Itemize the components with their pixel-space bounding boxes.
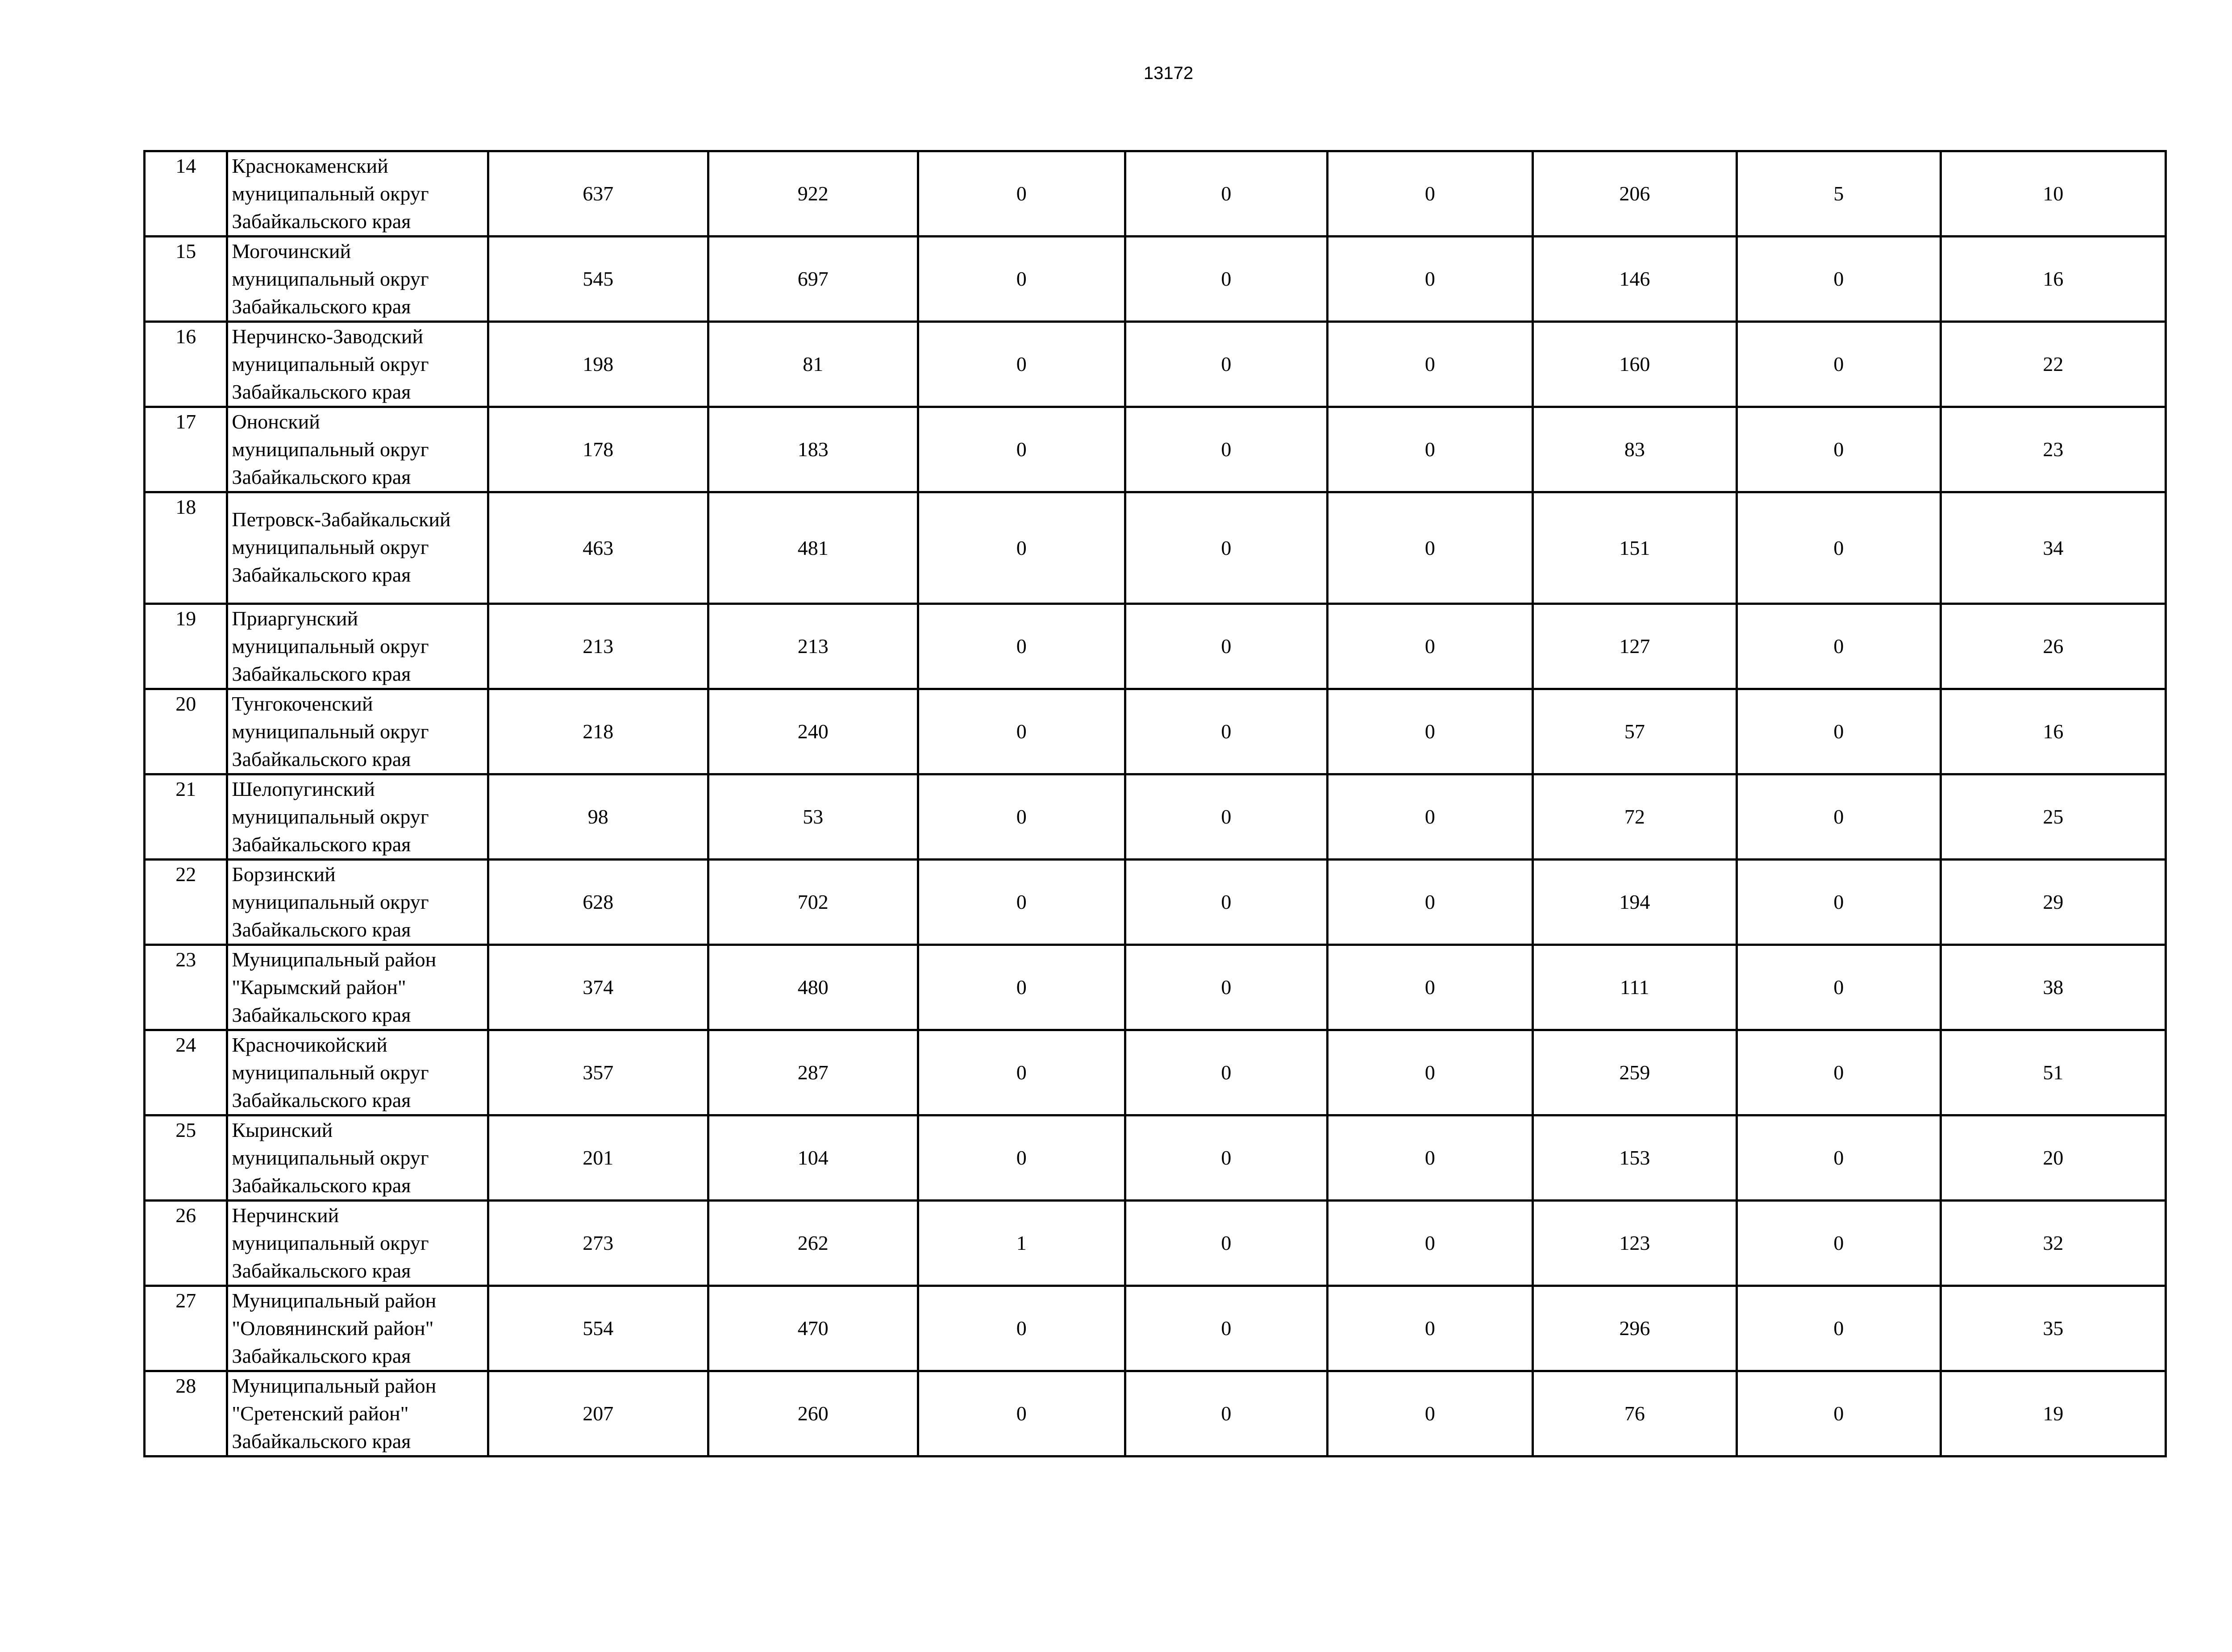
value-cell: 98: [488, 774, 708, 860]
municipality-name: [227, 945, 488, 1030]
value-cell: 628: [488, 860, 708, 945]
value-cell: 273: [488, 1201, 708, 1286]
value-cell: 0: [918, 1371, 1125, 1456]
value-cell: 218: [488, 689, 708, 774]
municipality-name: [227, 1371, 488, 1456]
row-number: 16: [145, 322, 227, 407]
row-number: 15: [145, 237, 227, 322]
value-cell: 0: [1736, 860, 1941, 945]
row-number: 14: [145, 151, 227, 237]
value-cell: 0: [1125, 407, 1327, 492]
value-cell: 0: [918, 237, 1125, 322]
municipality-name-line: Тунгокоченский: [232, 692, 373, 715]
value-cell: 32: [1941, 1201, 2165, 1286]
value-cell: 0: [1125, 151, 1327, 237]
value-cell: 0: [1125, 322, 1327, 407]
value-cell: 1: [918, 1201, 1125, 1286]
municipality-name-line: Забайкальского края: [232, 380, 411, 403]
value-cell: 0: [1736, 407, 1941, 492]
municipality-name-line: муниципальный округ: [232, 1061, 429, 1084]
municipality-name-line: муниципальный округ: [232, 890, 429, 913]
value-cell: 0: [1736, 1371, 1941, 1456]
value-cell: 213: [488, 604, 708, 689]
value-cell: 151: [1532, 492, 1736, 604]
municipality-name-line: муниципальный округ: [232, 438, 429, 461]
row-number: 19: [145, 604, 227, 689]
value-cell: 287: [708, 1030, 918, 1115]
table-row: [145, 774, 2166, 860]
row-number: 27: [145, 1286, 227, 1371]
row-number: 22: [145, 860, 227, 945]
value-cell: 111: [1532, 945, 1736, 1030]
value-cell: 51: [1941, 1030, 2165, 1115]
value-cell: 25: [1941, 774, 2165, 860]
municipality-name: [227, 1201, 488, 1286]
value-cell: 201: [488, 1115, 708, 1201]
value-cell: 160: [1532, 322, 1736, 407]
value-cell: 26: [1941, 604, 2165, 689]
row-number: 23: [145, 945, 227, 1030]
municipality-name: [227, 237, 488, 322]
municipality-name: [227, 1030, 488, 1115]
value-cell: 0: [1736, 1201, 1941, 1286]
table-row: [145, 407, 2166, 492]
value-cell: 262: [708, 1201, 918, 1286]
municipality-name-line: Забайкальского края: [232, 918, 411, 941]
value-cell: 16: [1941, 237, 2165, 322]
value-cell: 0: [1736, 774, 1941, 860]
municipality-name-line: Нерчинский: [232, 1204, 339, 1227]
value-cell: 206: [1532, 151, 1736, 237]
value-cell: 0: [1736, 1286, 1941, 1371]
value-cell: 38: [1941, 945, 2165, 1030]
value-cell: 183: [708, 407, 918, 492]
value-cell: 35: [1941, 1286, 2165, 1371]
table-row: [145, 151, 2166, 237]
value-cell: 57: [1532, 689, 1736, 774]
value-cell: 22: [1941, 322, 2165, 407]
row-number: 25: [145, 1115, 227, 1201]
value-cell: 0: [1125, 1371, 1327, 1456]
municipality-name: [227, 860, 488, 945]
value-cell: 72: [1532, 774, 1736, 860]
municipality-name-line: муниципальный округ: [232, 353, 429, 375]
municipality-name-line: муниципальный округ: [232, 267, 429, 290]
value-cell: 481: [708, 492, 918, 604]
municipality-name-line: Муниципальный район: [232, 948, 437, 971]
municipality-name-line: Шелопугинский: [232, 778, 375, 800]
table-row: [145, 945, 2166, 1030]
value-cell: 123: [1532, 1201, 1736, 1286]
municipality-name-line: муниципальный округ: [232, 720, 429, 743]
value-cell: 5: [1736, 151, 1941, 237]
value-cell: 702: [708, 860, 918, 945]
value-cell: 0: [1327, 689, 1532, 774]
value-cell: 0: [1327, 945, 1532, 1030]
value-cell: 0: [918, 774, 1125, 860]
value-cell: 697: [708, 237, 918, 322]
municipality-name-line: Забайкальского края: [232, 295, 411, 318]
municipality-name-line: муниципальный округ: [232, 536, 429, 558]
municipality-name: [227, 774, 488, 860]
value-cell: 81: [708, 322, 918, 407]
table-row: [145, 1115, 2166, 1201]
value-cell: 0: [1125, 774, 1327, 860]
municipality-name-line: муниципальный округ: [232, 805, 429, 828]
municipality-name-line: Краснокаменский: [232, 154, 388, 177]
municipality-name: [227, 492, 488, 604]
municipality-name-line: "Карымский район": [232, 976, 406, 999]
value-cell: 53: [708, 774, 918, 860]
value-cell: 0: [1125, 945, 1327, 1030]
municipality-name: [227, 322, 488, 407]
value-cell: 0: [1125, 860, 1327, 945]
value-cell: 0: [918, 689, 1125, 774]
table-row: [145, 492, 2166, 604]
value-cell: 0: [1327, 1030, 1532, 1115]
value-cell: 76: [1532, 1371, 1736, 1456]
value-cell: 146: [1532, 237, 1736, 322]
value-cell: 34: [1941, 492, 2165, 604]
municipality-name-line: "Оловянинский район": [232, 1317, 434, 1340]
value-cell: 104: [708, 1115, 918, 1201]
municipality-name-line: Забайкальского края: [232, 662, 411, 685]
value-cell: 0: [1736, 604, 1941, 689]
table-row: [145, 860, 2166, 945]
value-cell: 922: [708, 151, 918, 237]
value-cell: 198: [488, 322, 708, 407]
value-cell: 0: [1125, 492, 1327, 604]
municipality-name-line: Могочинский: [232, 240, 351, 262]
value-cell: 0: [918, 1030, 1125, 1115]
municipality-name: [227, 604, 488, 689]
value-cell: 0: [1125, 1115, 1327, 1201]
value-cell: 83: [1532, 407, 1736, 492]
municipality-name-line: Забайкальского края: [232, 1430, 411, 1452]
value-cell: 0: [1327, 1371, 1532, 1456]
value-cell: 260: [708, 1371, 918, 1456]
table-row: [145, 604, 2166, 689]
value-cell: 637: [488, 151, 708, 237]
row-number: 28: [145, 1371, 227, 1456]
value-cell: 0: [1736, 492, 1941, 604]
table-row: [145, 322, 2166, 407]
value-cell: 10: [1941, 151, 2165, 237]
municipality-name-line: Петровск-Забайкальский: [232, 508, 451, 531]
value-cell: 0: [1736, 1030, 1941, 1115]
municipality-name-line: Забайкальского края: [232, 563, 411, 586]
value-cell: 259: [1532, 1030, 1736, 1115]
value-cell: 0: [1736, 237, 1941, 322]
municipality-name-line: Муниципальный район: [232, 1374, 437, 1397]
value-cell: 16: [1941, 689, 2165, 774]
row-number: 24: [145, 1030, 227, 1115]
municipality-name: [227, 151, 488, 237]
value-cell: 0: [1327, 1286, 1532, 1371]
municipality-name-line: Ононский: [232, 410, 320, 433]
table-row: [145, 689, 2166, 774]
table-row: [145, 1286, 2166, 1371]
page-number: 13172: [1143, 63, 1194, 83]
value-cell: 0: [918, 604, 1125, 689]
value-cell: 213: [708, 604, 918, 689]
value-cell: 0: [1327, 237, 1532, 322]
value-cell: 0: [1125, 1286, 1327, 1371]
municipality-name-line: Забайкальского края: [232, 466, 411, 488]
municipality-name-line: Кыринский: [232, 1119, 333, 1141]
value-cell: 0: [918, 492, 1125, 604]
value-cell: 480: [708, 945, 918, 1030]
municipality-name: [227, 1286, 488, 1371]
value-cell: 296: [1532, 1286, 1736, 1371]
data-table: [143, 150, 2167, 1457]
value-cell: 0: [1125, 1030, 1327, 1115]
value-cell: 0: [1327, 1115, 1532, 1201]
value-cell: 357: [488, 1030, 708, 1115]
value-cell: 0: [1736, 1115, 1941, 1201]
value-cell: 463: [488, 492, 708, 604]
value-cell: 207: [488, 1371, 708, 1456]
municipality-name-line: "Сретенский район": [232, 1402, 409, 1425]
value-cell: 0: [1125, 237, 1327, 322]
row-number: 26: [145, 1201, 227, 1286]
row-number: 18: [145, 492, 227, 604]
value-cell: 0: [918, 322, 1125, 407]
municipality-name-line: Красночикойский: [232, 1033, 387, 1056]
municipality-name-line: Забайкальского края: [232, 1174, 411, 1197]
value-cell: 23: [1941, 407, 2165, 492]
municipality-name-line: муниципальный округ: [232, 182, 429, 205]
value-cell: 0: [918, 1115, 1125, 1201]
value-cell: 0: [1327, 492, 1532, 604]
value-cell: 0: [1327, 860, 1532, 945]
value-cell: 554: [488, 1286, 708, 1371]
value-cell: 127: [1532, 604, 1736, 689]
table-body: [145, 151, 2166, 1456]
value-cell: 0: [918, 945, 1125, 1030]
municipality-name-line: Забайкальского края: [232, 748, 411, 770]
municipality-name-line: Нерчинско-Заводский: [232, 325, 423, 348]
value-cell: 0: [1327, 1201, 1532, 1286]
municipality-name-line: Приаргунский: [232, 607, 358, 630]
value-cell: 240: [708, 689, 918, 774]
value-cell: 0: [1736, 945, 1941, 1030]
value-cell: 0: [1327, 407, 1532, 492]
municipality-name: [227, 689, 488, 774]
municipality-name-line: муниципальный округ: [232, 1146, 429, 1169]
municipality-name-line: Забайкальского края: [232, 210, 411, 233]
municipality-name: [227, 407, 488, 492]
value-cell: 0: [1125, 1201, 1327, 1286]
value-cell: 374: [488, 945, 708, 1030]
row-number: 21: [145, 774, 227, 860]
municipality-name-line: Забайкальского края: [232, 833, 411, 856]
value-cell: 0: [1327, 151, 1532, 237]
value-cell: 0: [918, 860, 1125, 945]
value-cell: 0: [1327, 322, 1532, 407]
municipality-name-line: Забайкальского края: [232, 1003, 411, 1026]
value-cell: 545: [488, 237, 708, 322]
value-cell: 470: [708, 1286, 918, 1371]
value-cell: 0: [1327, 774, 1532, 860]
value-cell: 0: [1125, 604, 1327, 689]
value-cell: 0: [918, 1286, 1125, 1371]
table-row: [145, 237, 2166, 322]
value-cell: 178: [488, 407, 708, 492]
municipality-name-line: Забайкальского края: [232, 1344, 411, 1367]
value-cell: 0: [1327, 604, 1532, 689]
table-row: [145, 1030, 2166, 1115]
value-cell: 0: [1736, 322, 1941, 407]
value-cell: 153: [1532, 1115, 1736, 1201]
value-cell: 0: [918, 407, 1125, 492]
value-cell: 20: [1941, 1115, 2165, 1201]
municipality-name-line: муниципальный округ: [232, 635, 429, 657]
table-row: [145, 1201, 2166, 1286]
value-cell: 19: [1941, 1371, 2165, 1456]
row-number: 20: [145, 689, 227, 774]
value-cell: 0: [1736, 689, 1941, 774]
municipality-name-line: Забайкальского края: [232, 1089, 411, 1111]
municipality-name: [227, 1115, 488, 1201]
municipality-name-line: Забайкальского края: [232, 1259, 411, 1282]
municipality-name-line: муниципальный округ: [232, 1232, 429, 1254]
value-cell: 29: [1941, 860, 2165, 945]
municipality-name-line: Борзинский: [232, 863, 336, 886]
table-row: [145, 1371, 2166, 1456]
value-cell: 194: [1532, 860, 1736, 945]
value-cell: 0: [1125, 689, 1327, 774]
row-number: 17: [145, 407, 227, 492]
value-cell: 0: [918, 151, 1125, 237]
municipality-name-line: Муниципальный район: [232, 1289, 437, 1312]
